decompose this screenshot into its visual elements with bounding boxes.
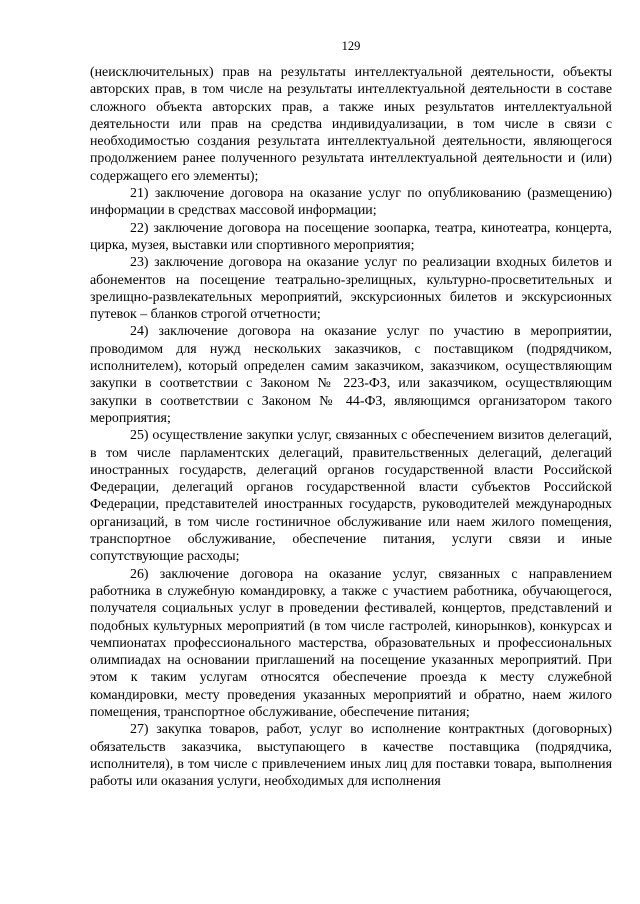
paragraph-item-22: 22) заключение договора на посещение зоопарка, театра, кинотеатра, концерта, цирка, музея, выставки или спортивного мероприятия; [90,220,612,253]
paragraph-continuation: (неисключительных) прав на результаты интеллектуальной деятельности, объекты авторских прав, в том числе на результаты интеллектуальной деятельности в составе сложного объекта авторских прав, а также иных результатов интеллектуальной деятельности или прав на средства индивидуализации, в том числе в связи с необходимостью создания результата интеллектуальной деятельности, являющегося продолжением ранее полученного результата интеллектуальной деятельности и (или) содержащего его элементы); [90,65,612,184]
paragraph-item-21: 21) заключение договора на оказание услуг по опубликованию (размещению) информации в средствах массовой информации; [90,186,612,219]
paragraph-item-23: 23) заключение договора на оказание услуг по реализации входных билетов и абонементов на посещение театрально-зрелищных, культурно-просветительных и зрелищно-развлекательных мероприятий, экскурсионных билетов и экскурсионных путевок – бланков строгой отчетности; [90,255,612,323]
paragraph-item-25: 25) осуществление закупки услуг, связанных с обеспечением визитов делегаций, в том числе парламентских делегаций, правительственных делегаций, делегаций иностранных государств, делегаций органов государственной власти Российской Федерации, делегаций органов государственной власти субъектов Российской Федерации, представителей иностранных государств, руководителей международных организаций, в том числе гостиничное обслуживание или наем жилого помещения, транспортное обслуживание, обеспечение питания, услуги связи и иные сопутствующие расходы; [90,428,612,565]
paragraph-item-26: 26) заключение договора на оказание услуг, связанных с направлением работника в служебную командировку, а также с участием работника, обучающегося, получателя социальных услуг в проведении фестивалей, концертов, представлений и подобных культурных мероприятий (в том числе гастролей, кинорынков), конкурсах и чемпионатах профессионального мастерства, образовательных и профессиональных олимпиадах на основании приглашений на посещение указанных мероприятий. При этом к таким услугам относятся обеспечение проезда к месту служебной командировки, месту проведения указанных мероприятий и обратно, наем жилого помещения, транспортное обслуживание, обеспечение питания; [90,566,612,720]
document-body [90,64,612,790]
paragraph-item-27: 27) закупка товаров, работ, услуг во исполнение контрактных (договорных) обязательств заказчика, выступающего в качестве поставщика (подрядчика, исполнителя), в том числе с привлечением иных лиц для поставки товара, выполнения работы или оказания услуги, необходимых для исполнения [90,722,612,790]
paragraph-item-24: 24) заключение договора на оказание услуг по участию в мероприятии, проводимом для нужд нескольких заказчиков, с поставщиком (подрядчиком, исполнителем), который определен самим заказчиком, заказчиком, осуществляющим закупки в соответствии с Законом № 223-ФЗ, или заказчиком, осуществляющим закупки в соответствии с Законом № 44-ФЗ, являющимся организатором такого мероприятия; [90,324,612,426]
page-number: 129 [341,39,361,53]
